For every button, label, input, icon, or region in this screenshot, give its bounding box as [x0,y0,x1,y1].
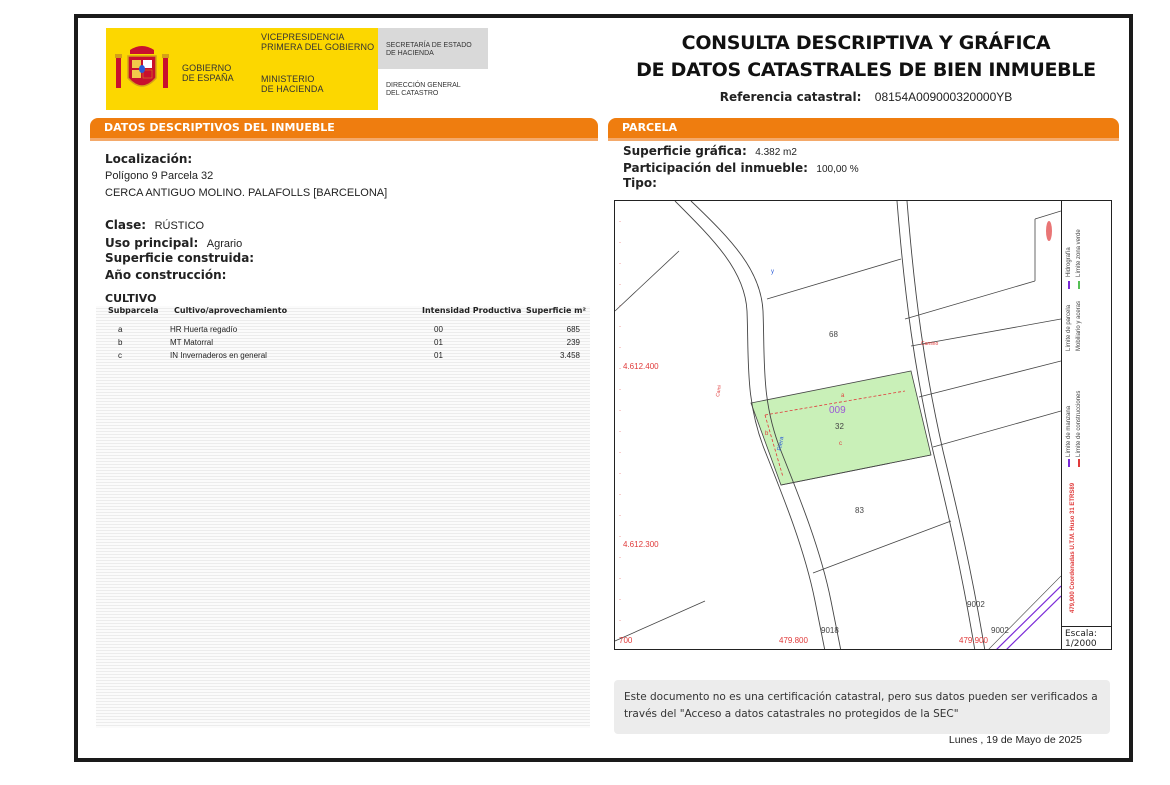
th-subparcela: Subparcela [108,306,159,315]
scale-value: 1/2000 [1065,639,1097,649]
red-marker [1046,221,1052,241]
legend-item-3: Hidrografía [1066,247,1072,277]
coord-x2: 479.900 [959,636,988,645]
coord-x1: 479.800 [779,636,808,645]
section-bar-parcela [608,118,1119,138]
direccion-text-2: DEL CATASTRO [386,90,439,97]
legend-swatch-red [1078,459,1080,467]
uso-row [105,234,242,252]
boundary-line [767,259,901,299]
document-frame [74,14,1133,762]
table-row-a-sub: a [118,325,123,334]
referencia-label: Referencia catastral: [719,90,862,104]
map-label-009: 009 [829,405,846,416]
table-row-c-cultivo: IN Invernaderos en general [170,351,267,360]
catastro-logo-block [378,28,488,110]
coat-of-arms-icon [114,42,170,96]
uso-label: Uso principal: [105,236,199,250]
section-title-descriptivos: DATOS DESCRIPTIVOS DEL INMUEBLE [104,121,335,134]
superficie-grafica-row [623,142,797,160]
superficie-grafica-label: Superficie gráfica: [623,144,747,158]
participacion-value: 100,00 % [816,164,859,175]
localizacion-line-2: CERCA ANTIGUO MOLINO. PALAFOLLS [BARCELONA] [105,187,388,199]
boundary-line [933,411,1061,447]
table-row-b-cultivo: MT Matorral [170,338,213,347]
page-title [606,30,1126,84]
map-sub-b: b [765,431,769,437]
coord-y1: 4.612.400 [623,362,659,371]
map-letter-y: y [771,269,774,275]
cultivo-table [96,306,590,728]
secretaria-text-1: SECRETARÍA DE ESTADO [386,42,472,49]
th-intensidad: Intensidad Productiva [422,306,522,315]
table-row-a-superficie: 685 [566,325,580,334]
page-title-line-2: DE DATOS CATASTRALES DE BIEN INMUEBLE [636,59,1096,81]
boundary-line [905,281,1035,319]
clase-label: Clase: [105,218,147,232]
legend-swatch-hydro [1068,281,1070,289]
boundary-line [987,576,1061,650]
vicepresidencia-text-1: VICEPRESIDENCIA [261,32,345,42]
gobierno-logo-block [106,28,378,110]
coord-y2: 4.612.300 [623,540,659,549]
legend-item-6: Límite de construcciones [1076,390,1082,457]
map-label-9018: 9018 [821,626,839,635]
disclaimer-line-1: Este documento no es una certificación catastral, pero sus datos pueden ser verificados a [624,691,1098,703]
uso-value: Agrario [206,238,243,250]
legend-item-2: Mobiliario y aceras [1076,300,1082,351]
secretaria-text-2: DE HACIENDA [386,50,434,57]
ministerio-text-1: MINISTERIO [261,74,315,84]
map-scale [1061,626,1112,650]
localizacion-label: Localización: [105,152,193,166]
table-row-c-superficie: 3.458 [559,351,580,360]
table-row-b-sub: b [118,338,123,347]
superficie-construida-label: Superficie construida: [105,251,255,265]
gobierno-text-1: GOBIERNO [182,63,232,73]
map-label-9002a: 9002 [967,600,985,609]
th-superficie: Superficie m² [526,306,587,315]
cadastral-map[interactable] [614,200,1112,650]
page-title-line-1: CONSULTA DESCRIPTIVA Y GRÁFICA [681,32,1051,54]
legend-swatch-purple [1068,459,1070,467]
legend-item-7: 479,900 Coordenadas U.T.M. Huso 31 ETRS89 [1070,482,1076,613]
hydro-line [995,586,1061,650]
boundary-line [615,251,679,311]
superficie-grafica-value: 4.382 m2 [755,147,797,158]
vicepresidencia-text-2: PRIMERA DEL GOBIERNO [261,42,375,52]
map-label-9002b: 9002 [991,626,1009,635]
participacion-row [623,159,859,177]
legend-swatch-green [1078,281,1080,289]
map-label-68: 68 [829,330,838,339]
boundary-line [813,521,951,573]
table-row-c-sub: c [118,351,122,360]
table-row-b-intensidad: 01 [434,338,443,347]
th-cultivo: Cultivo/aprovechamiento [174,306,288,315]
clase-row [105,216,204,234]
map-sub-a: a [841,393,845,399]
disclaimer-note [614,680,1110,734]
table-row-c-intensidad: 01 [434,351,443,360]
road-riera: Riera [777,436,786,452]
participacion-label: Participación del inmueble: [623,161,808,175]
scale-label: Escala: [1065,629,1097,639]
cultivo-title: CULTIVO [105,292,157,305]
coord-x0: 700 [619,636,633,645]
road-camino: Camino [921,341,939,347]
table-row-a-intensidad: 00 [434,325,443,334]
map-legend [1061,201,1112,650]
boundary-line [615,601,705,641]
boundary-line [919,361,1061,397]
legend-item-5: Límite de manzana [1066,405,1072,457]
direccion-text-1: DIRECCIÓN GENERAL [386,82,461,89]
table-row-b-superficie: 239 [566,338,580,347]
disclaimer-line-2: través del "Acceso a datos catastrales no protegidos de la SEC" [624,708,959,720]
gobierno-text-2: DE ESPAÑA [182,73,234,83]
tipo-label: Tipo: [623,176,657,190]
ministerio-text-2: DE HACIENDA [261,84,324,94]
map-label-83: 83 [855,506,864,515]
referencia-value: 08154A009000320000YB [874,90,1013,104]
map-drawing [615,201,1061,650]
localizacion-line-1: Polígono 9 Parcela 32 [105,170,214,182]
anio-construccion-label: Año construcción: [105,268,227,282]
map-label-32: 32 [835,422,844,431]
legend-item-1: Límite de parcela [1066,304,1072,351]
document-date: Lunes , 19 de Mayo de 2025 [948,734,1082,746]
legend-item-4: Límite zona verde [1076,229,1082,277]
clase-value: RÚSTICO [154,220,205,232]
referencia-catastral [606,90,1126,104]
table-row-a-cultivo: HR Huerta regadío [170,325,238,334]
map-sub-c: c [839,441,842,447]
road-cami: Cami [715,384,723,398]
section-bar-descriptivos [90,118,598,138]
boundary-line [1035,211,1061,219]
section-title-parcela: PARCELA [622,121,678,134]
